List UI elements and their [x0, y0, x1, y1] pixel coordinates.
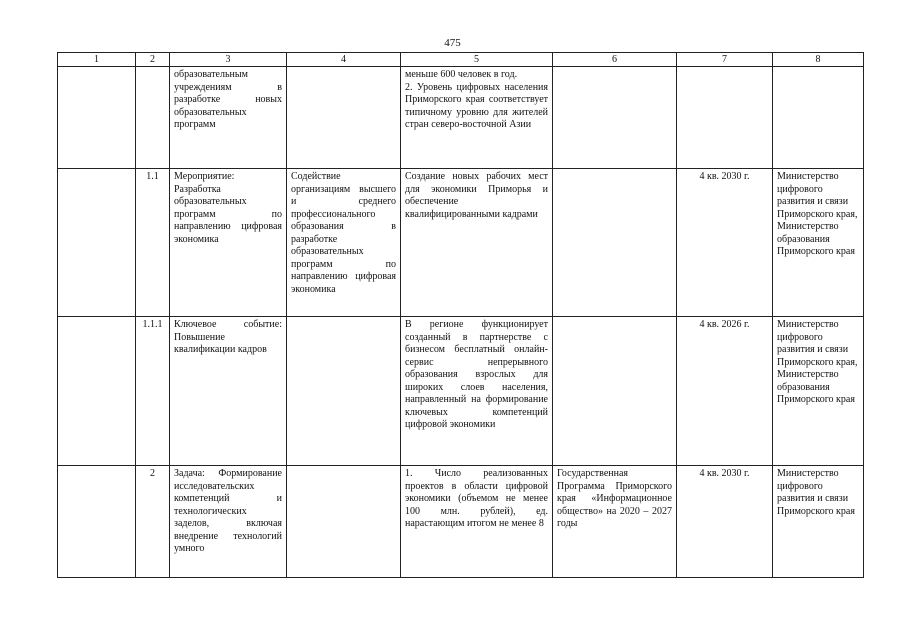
cell-responsible	[773, 67, 864, 169]
cell-description	[287, 317, 401, 466]
cell-program	[553, 67, 677, 169]
cell-program: Государственная Программа Приморского края «Информационное общество» на 2020 – 2027 годы	[553, 466, 677, 578]
cell-number	[136, 67, 170, 169]
cell-program	[553, 169, 677, 317]
cell-result: Создание новых рабочих мест для экономики Приморья и обеспечение квалифицированными кадрами	[401, 169, 553, 317]
cell-result: В регионе функционирует созданный в партнерстве с бизнесом бесплатный онлайн-сервис непрерывного образования взрослых для широких слоев населения, направленный на формирование ключевых компетенций цифровой экономики	[401, 317, 553, 466]
cell-c1	[58, 466, 136, 578]
cell-result: 1. Число реализованных проектов в области цифровой экономики (объемом не менее 100 млн. рублей), ед. нарастающим итогом не менее 8	[401, 466, 553, 578]
cell-description	[287, 466, 401, 578]
cell-program	[553, 317, 677, 466]
table-row	[58, 466, 864, 578]
table-row	[58, 317, 864, 466]
cell-number: 1.1.1	[136, 317, 170, 466]
cell-deadline: 4 кв. 2030 г.	[677, 466, 773, 578]
column-header-6: 6	[553, 53, 677, 67]
column-header-4: 4	[287, 53, 401, 67]
cell-name: Ключевое событие: Повышение квалификации кадров	[170, 317, 287, 466]
column-header-2: 2	[136, 53, 170, 67]
cell-responsible: Министерство цифрового развития и связи Приморского края, Министерство образования Приморского края	[773, 169, 864, 317]
cell-responsible: Министерство цифрового развития и связи Приморского края	[773, 466, 864, 578]
table-row	[58, 67, 864, 169]
document-table	[57, 52, 864, 578]
cell-c1	[58, 169, 136, 317]
cell-deadline: 4 кв. 2030 г.	[677, 169, 773, 317]
cell-responsible: Министерство цифрового развития и связи Приморского края, Министерство образования Приморского края	[773, 317, 864, 466]
cell-name: Задача: Формирование исследовательских компетенций и технологических заделов, включая внедрение технологий умного	[170, 466, 287, 578]
table-row	[58, 169, 864, 317]
column-header-8: 8	[773, 53, 864, 67]
cell-number: 2	[136, 466, 170, 578]
column-header-1: 1	[58, 53, 136, 67]
cell-deadline	[677, 67, 773, 169]
header-row	[58, 53, 864, 67]
cell-c1	[58, 317, 136, 466]
cell-number: 1.1	[136, 169, 170, 317]
column-header-5: 5	[401, 53, 553, 67]
cell-description: Содействие организациям высшего и среднего профессионального образования в разработке образовательных программ по направлению цифровая экономика	[287, 169, 401, 317]
cell-description	[287, 67, 401, 169]
cell-c1	[58, 67, 136, 169]
cell-deadline: 4 кв. 2026 г.	[677, 317, 773, 466]
cell-name: образовательным учреждениям в разработке новых образовательных программ	[170, 67, 287, 169]
page-number: 475	[444, 37, 461, 49]
column-header-3: 3	[170, 53, 287, 67]
cell-name: Мероприятие: Разработка образовательных программ по направлению цифровая экономика	[170, 169, 287, 317]
cell-result: меньше 600 человек в год. 2. Уровень цифровых населения Приморского края соответствует типичному уровню для жителей стран северо-восточной Азии	[401, 67, 553, 169]
column-header-7: 7	[677, 53, 773, 67]
